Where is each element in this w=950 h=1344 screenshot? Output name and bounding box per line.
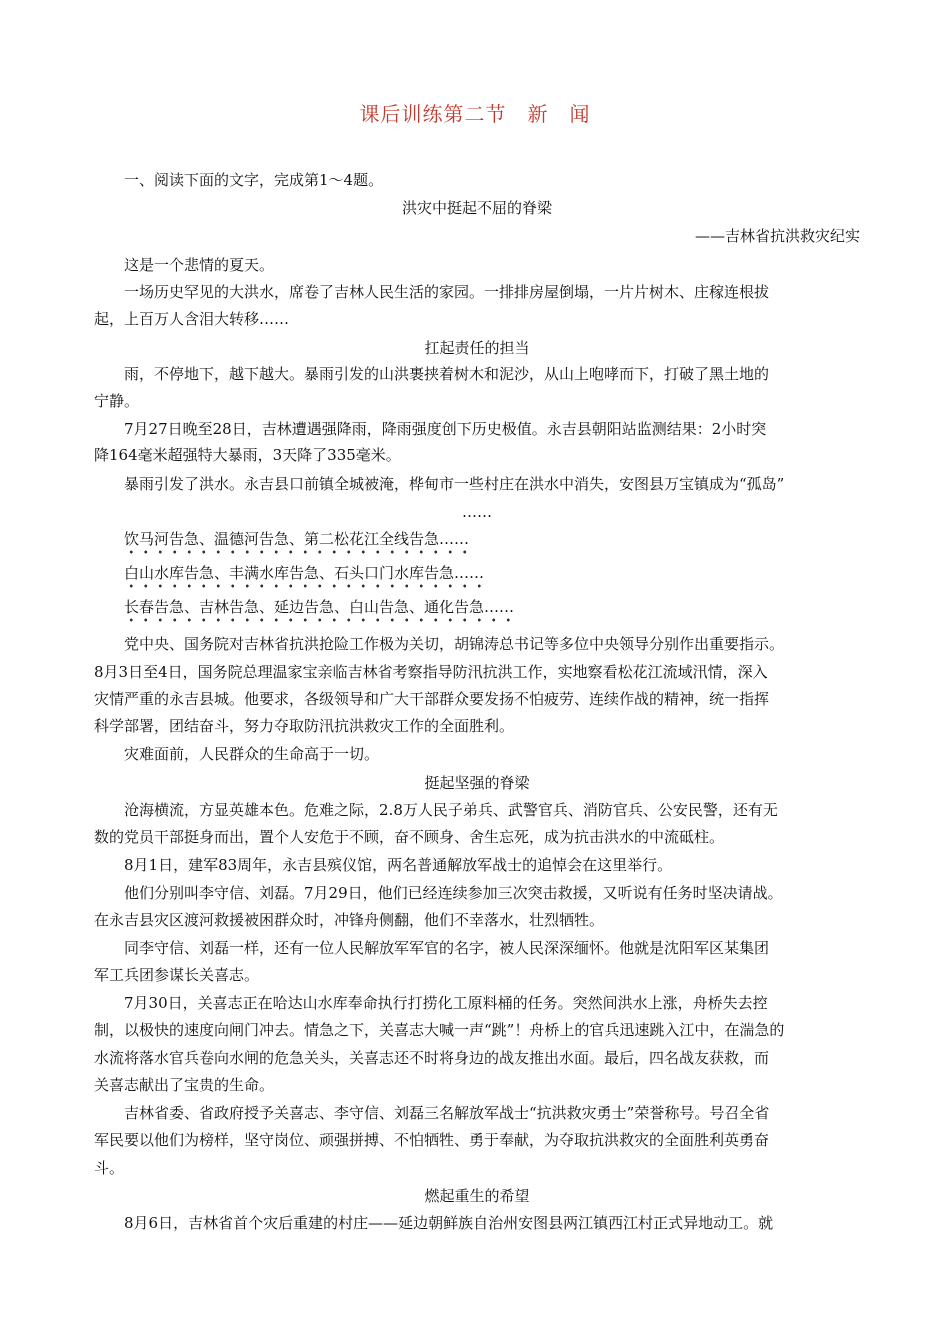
paragraph-line: 8月1日，建军83周年，永吉县殡仪馆，两名普通解放军战士的追悼会在这里举行。 [124,856,673,874]
emphasis-line [124,597,860,623]
paragraph-line: 军民要以他们为榜样，坚守岗位、顽强拼搏、不怕牺牲、勇于奉献，为夺取抗洪救灾的全面胜利英勇奋 [94,1131,770,1149]
document-title: 课后训练第二节 新 闻 [359,102,591,126]
paragraph-line: 这是一个悲情的夏天。 [124,256,275,274]
section-heading: 扛起责任的担当 [424,339,530,357]
paragraph-line: 暴雨引发了洪水。永吉县口前镇全城被淹，桦甸市一些村庄在洪水中消失，安图县万宝镇成为“孤岛” [124,475,785,493]
paragraph-line: 军工兵团参谋长关喜志。 [94,966,260,984]
question-instruction: 一、阅读下面的文字，完成第1～4题。 [124,171,384,189]
paragraph-line: 7月30日，关喜志正在哈达山水库奉命执行打捞化工原料桶的任务。突然间洪水上涨，舟桥失去控 [124,994,768,1012]
emphasis-line [124,563,860,589]
paragraph-line: 同李守信、刘磊一样，还有一位人民解放军军官的名字，被人民深深缅怀。他就是沈阳军区某集团 [124,939,770,957]
paragraph-line: 降164毫米超强特大暴雨，3天降了335毫米。 [94,446,401,464]
emphasis-dotted-text: 饮马河告急、温德河告急、第二松花江全线告急…… [124,529,469,555]
article-subtitle: ——吉林省抗洪救灾纪实 [694,227,860,245]
paragraph-line: 宁静。 [94,392,140,410]
paragraph-line: 8月6日，吉林省首个灾后重建的村庄——延边朝鲜族自治州安图县两江镇西江村正式异地动工。就 [124,1214,774,1232]
paragraph-line: 科学部署，团结奋斗，努力夺取防汛抗洪救灾工作的全面胜利。 [94,717,515,735]
emphasis-dotted-text: 长春告急、吉林告急、延边告急、白山告急、通化告急…… [124,597,514,623]
paragraph-line: 党中央、国务院对吉林省抗洪抢险工作极为关切，胡锦涛总书记等多位中央领导分别作出重要指示。 [124,635,785,653]
paragraph-line: 数的党员干部挺身而出，置个人安危于不顾，奋不顾身、舍生忘死，成为抗击洪水的中流砥柱。 [94,828,725,846]
paragraph-line: 制，以极快的速度向闸门冲去。情急之下，关喜志大喊一声“跳”！舟桥上的官兵迅速跳入江中，在湍急的 [94,1021,785,1039]
paragraph-line: 沧海横流，方显英雄本色。危难之际，2.8万人民子弟兵、武警官兵、消防官兵、公安民警，还有无 [124,801,778,819]
paragraph-line: 起，上百万人含泪大转移…… [94,310,290,328]
emphasis-dotted-text: 白山水库告急、丰满水库告急、石头口门水库告急…… [124,563,484,589]
paragraph-line: 灾难面前，人民群众的生命高于一切。 [124,745,380,763]
paragraph-line: 7月27日晚至28日，吉林遭遇强降雨，降雨强度创下历史极值。永吉县朝阳站监测结果：2小时突 [124,420,767,438]
paragraph-line: 吉林省委、省政府授予关喜志、李守信、刘磊三名解放军战士“抗洪救灾勇士”荣誉称号。号召全省 [124,1104,770,1122]
paragraph-line: 关喜志献出了宝贵的生命。 [94,1076,275,1094]
paragraph-line: 雨，不停地下，越下越大。暴雨引发的山洪裹挟着树木和泥沙，从山上咆哮而下，打破了黑土地的 [124,365,770,383]
paragraph-line: …… [462,503,492,521]
paragraph-line: 一场历史罕见的大洪水，席卷了吉林人民生活的家园。一排排房屋倒塌，一片片树木、庄稼连根拔 [124,283,770,301]
paragraph-line: 斗。 [94,1159,125,1177]
paragraph-line: 水流将落水官兵卷向水闸的危急关头，关喜志还不时将身边的战友推出水面。最后，四名战友获救，而 [94,1049,770,1067]
paragraph-line: 灾情严重的永吉县城。他要求，各级领导和广大干部群众要发扬不怕疲劳、连续作战的精神，统一指挥 [94,690,770,708]
paragraph-line: 他们分别叫李守信、刘磊。7月29日，他们已经连续参加三次突击救援，又听说有任务时坚决请战。 [124,884,783,902]
emphasis-line [124,529,860,555]
section-heading: 挺起坚强的脊梁 [424,774,530,792]
section-heading: 燃起重生的希望 [424,1187,530,1205]
paragraph-line: 8月3日至4日，国务院总理温家宝亲临吉林省考察指导防汛抗洪工作，实地察看松花江流域汛情，深入 [94,663,768,681]
paragraph-line: 在永吉县灾区渡河救援被困群众时，冲锋舟侧翻，他们不幸落水，壮烈牺牲。 [94,911,605,929]
article-title: 洪灾中挺起不屈的脊梁 [401,199,552,217]
